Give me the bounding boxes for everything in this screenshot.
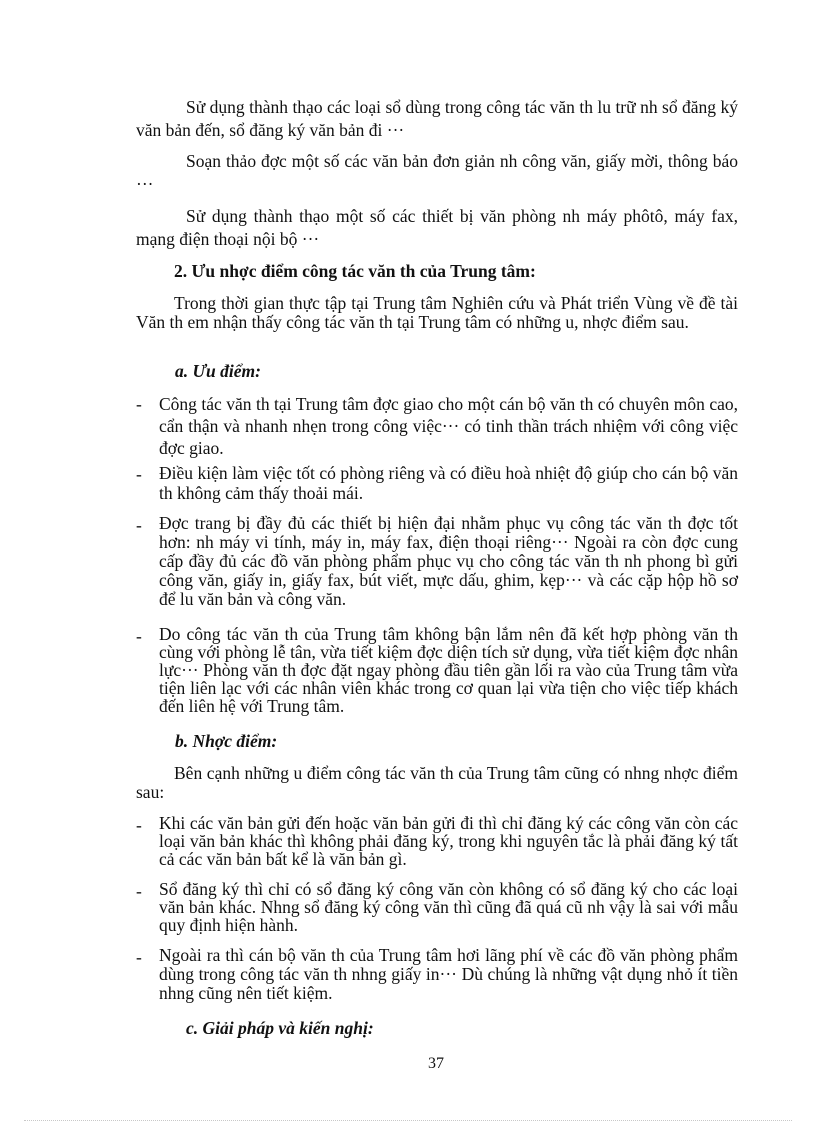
advantage-item-text: Điều kiện làm việc tốt có phòng riêng và có điều hoà nhiệt độ giúp cho cán bộ văn th không cảm thấy thoải mái.: [159, 463, 738, 503]
disadvantage-item-text: Sổ đăng ký thì chỉ có sổ đăng ký công văn còn không có sổ đăng ký cho các loại văn bản khác. Nhng sổ đăng ký công văn thì cũng đã quá cũ nh vậy là sai với mẫu quy định hiện hành.: [159, 879, 738, 935]
intro-paragraph-1: Sử dụng thành thạo các loại sổ dùng trong công tác văn th lu trữ nh sổ đăng ký văn bản đến, sổ đăng ký văn bản đi ···: [136, 97, 738, 140]
advantage-item-text: Công tác văn th tại Trung tâm đợc giao cho một cán bộ văn th có chuyên môn cao, cẩn thận và nhanh nhẹn trong công việc··· có tinh thần trách nhiệm với công việc đợc giao.: [159, 394, 738, 458]
bullet-dash: -: [136, 947, 142, 967]
section-intro: Trong thời gian thực tập tại Trung tâm Nghiên cứu và Phát triển Vùng về đề tài Văn th em nhận thấy công tác văn th tại Trung tâm có những u, nhợc điểm sau.: [136, 293, 738, 332]
page-number: 37: [428, 1055, 444, 1072]
bullet-dash: -: [136, 394, 142, 414]
disadvantage-item-text: Ngoài ra thì cán bộ văn th của Trung tâm hơi lãng phí về các đồ văn phòng phẩm dùng trong công tác văn th nhng giấy in··· Dù chúng là những vật dụng nhỏ ít tiền nhng cũng nên tiết kiệm.: [159, 945, 738, 1003]
bullet-dash: -: [136, 881, 142, 901]
advantage-item-text: Đợc trang bị đầy đủ các thiết bị hiện đại nhằm phục vụ công tác văn th đợc tốt hơn: nh máy vi tính, máy in, máy fax, điện thoại riêng··· Ngoài ra còn đợc cung cấp đầy đủ các đồ văn phòng phẩm phục vụ cho công tác văn th nh phong bì gửi công văn, giấy in, giấy fax, bút viết, mực dấu, ghim, kẹp··· và các cặp hộp hồ sơ để lu văn bản và công văn.: [159, 513, 738, 609]
disadvantage-item-text: Khi các văn bản gửi đến hoặc văn bản gửi đi thì chỉ đăng ký các công văn còn các loại văn bản khác thì không phải đăng ký, trong khi nguyên tắc là phải đăng ký tất cả các văn bản bất kể là văn bản gì.: [159, 813, 738, 869]
bullet-dash: -: [136, 815, 142, 835]
bullet-dash: -: [136, 626, 142, 646]
disadvantages-heading: b. Nhợc điểm:: [175, 731, 278, 751]
advantage-item-text: Do công tác văn th của Trung tâm không bận lắm nên đã kết hợp phòng văn th cùng với phòng lễ tân, vừa tiết kiệm đợc diện tích sử dụng, vừa tiết kiệm đợc nhân lực··· Phòng văn th đợc đặt ngay phòng đầu tiên gần lối ra vào của Trung tâm vừa tiện liên lạc với các nhân viên khác trong cơ quan lại vừa tiện cho việc tiếp khách đến liên hệ với Trung tâm.: [159, 624, 738, 716]
bullet-dash: -: [136, 464, 142, 484]
advantages-heading: a. Ưu điểm:: [175, 361, 261, 381]
intro-paragraph-2: Soạn thảo đợc một số các văn bản đơn giản nh công văn, giấy mời, thông báo ···: [136, 151, 738, 194]
section-heading: 2. Ưu nhợc điểm công tác văn th của Trung tâm:: [174, 261, 536, 281]
intro-paragraph-3: Sử dụng thành thạo một số các thiết bị văn phòng nh máy phôtô, máy fax, mạng điện thoại nội bộ ···: [136, 206, 738, 249]
page-bottom-divider: [24, 1120, 792, 1121]
bullet-dash: -: [136, 515, 142, 535]
disadvantages-intro: Bên cạnh những u điểm công tác văn th của Trung tâm cũng có nhng nhợc điểm sau:: [136, 763, 738, 802]
solutions-heading: c. Giải pháp và kiến nghị:: [186, 1018, 374, 1038]
